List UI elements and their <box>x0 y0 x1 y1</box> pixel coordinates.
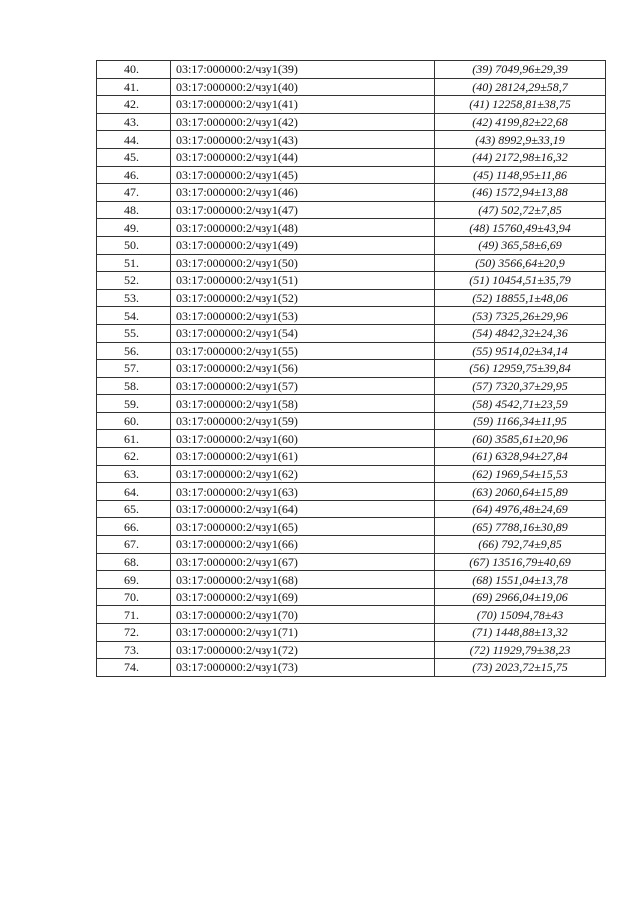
parcel-code-cell: 03:17:000000:2/чзу1(69) <box>171 588 435 606</box>
parcel-code-cell: 03:17:000000:2/чзу1(60) <box>171 430 435 448</box>
area-value-cell: (57) 7320,37±29,95 <box>435 377 606 395</box>
parcel-code-cell: 03:17:000000:2/чзу1(70) <box>171 606 435 624</box>
area-value-cell: (43) 8992,9±33,19 <box>435 131 606 149</box>
area-value-cell: (62) 1969,54±15,53 <box>435 465 606 483</box>
area-value-cell: (55) 9514,02±34,14 <box>435 342 606 360</box>
table-row <box>97 254 606 272</box>
table-row <box>97 571 606 589</box>
area-value-cell: (50) 3566,64±20,9 <box>435 254 606 272</box>
table-row <box>97 219 606 237</box>
table-row <box>97 342 606 360</box>
row-number-cell: 69. <box>97 571 171 589</box>
parcel-code-cell: 03:17:000000:2/чзу1(49) <box>171 236 435 254</box>
parcel-code-cell: 03:17:000000:2/чзу1(65) <box>171 518 435 536</box>
table-row <box>97 184 606 202</box>
table-row <box>97 307 606 325</box>
row-number-cell: 45. <box>97 148 171 166</box>
parcel-table <box>96 60 606 677</box>
area-value-cell: (64) 4976,48±24,69 <box>435 500 606 518</box>
area-value-cell: (53) 7325,26±29,96 <box>435 307 606 325</box>
parcel-code-cell: 03:17:000000:2/чзу1(46) <box>171 184 435 202</box>
table-row <box>97 395 606 413</box>
parcel-code-cell: 03:17:000000:2/чзу1(52) <box>171 289 435 307</box>
parcel-code-cell: 03:17:000000:2/чзу1(56) <box>171 360 435 378</box>
row-number-cell: 49. <box>97 219 171 237</box>
row-number-cell: 54. <box>97 307 171 325</box>
area-value-cell: (42) 4199,82±22,68 <box>435 113 606 131</box>
table-row <box>97 588 606 606</box>
table-row <box>97 78 606 96</box>
area-value-cell: (46) 1572,94±13,88 <box>435 184 606 202</box>
area-value-cell: (41) 12258,81±38,75 <box>435 96 606 114</box>
row-number-cell: 56. <box>97 342 171 360</box>
parcel-code-cell: 03:17:000000:2/чзу1(47) <box>171 201 435 219</box>
row-number-cell: 48. <box>97 201 171 219</box>
parcel-code-cell: 03:17:000000:2/чзу1(73) <box>171 659 435 677</box>
area-value-cell: (54) 4842,32±24,36 <box>435 324 606 342</box>
row-number-cell: 59. <box>97 395 171 413</box>
row-number-cell: 58. <box>97 377 171 395</box>
parcel-code-cell: 03:17:000000:2/чзу1(64) <box>171 500 435 518</box>
parcel-code-cell: 03:17:000000:2/чзу1(51) <box>171 272 435 290</box>
table-row <box>97 272 606 290</box>
parcel-code-cell: 03:17:000000:2/чзу1(50) <box>171 254 435 272</box>
parcel-code-cell: 03:17:000000:2/чзу1(67) <box>171 553 435 571</box>
row-number-cell: 47. <box>97 184 171 202</box>
parcel-code-cell: 03:17:000000:2/чзу1(62) <box>171 465 435 483</box>
parcel-code-cell: 03:17:000000:2/чзу1(40) <box>171 78 435 96</box>
area-value-cell: (39) 7049,96±29,39 <box>435 61 606 79</box>
row-number-cell: 43. <box>97 113 171 131</box>
row-number-cell: 61. <box>97 430 171 448</box>
row-number-cell: 71. <box>97 606 171 624</box>
area-value-cell: (48) 15760,49±43,94 <box>435 219 606 237</box>
area-value-cell: (73) 2023,72±15,75 <box>435 659 606 677</box>
area-value-cell: (72) 11929,79±38,23 <box>435 641 606 659</box>
table-row <box>97 324 606 342</box>
table-row <box>97 624 606 642</box>
table-row <box>97 430 606 448</box>
table-row <box>97 448 606 466</box>
row-number-cell: 67. <box>97 536 171 554</box>
row-number-cell: 72. <box>97 624 171 642</box>
row-number-cell: 57. <box>97 360 171 378</box>
parcel-code-cell: 03:17:000000:2/чзу1(44) <box>171 148 435 166</box>
parcel-code-cell: 03:17:000000:2/чзу1(71) <box>171 624 435 642</box>
area-value-cell: (40) 28124,29±58,7 <box>435 78 606 96</box>
table-row <box>97 606 606 624</box>
area-value-cell: (70) 15094,78±43 <box>435 606 606 624</box>
area-value-cell: (51) 10454,51±35,79 <box>435 272 606 290</box>
row-number-cell: 51. <box>97 254 171 272</box>
area-value-cell: (59) 1166,34±11,95 <box>435 412 606 430</box>
area-value-cell: (68) 1551,04±13,78 <box>435 571 606 589</box>
parcel-code-cell: 03:17:000000:2/чзу1(59) <box>171 412 435 430</box>
area-value-cell: (66) 792,74±9,85 <box>435 536 606 554</box>
row-number-cell: 40. <box>97 61 171 79</box>
row-number-cell: 63. <box>97 465 171 483</box>
parcel-code-cell: 03:17:000000:2/чзу1(39) <box>171 61 435 79</box>
area-value-cell: (63) 2060,64±15,89 <box>435 483 606 501</box>
parcel-code-cell: 03:17:000000:2/чзу1(45) <box>171 166 435 184</box>
row-number-cell: 66. <box>97 518 171 536</box>
area-value-cell: (52) 18855,1±48,06 <box>435 289 606 307</box>
table-row <box>97 131 606 149</box>
parcel-code-cell: 03:17:000000:2/чзу1(58) <box>171 395 435 413</box>
table-row <box>97 236 606 254</box>
row-number-cell: 52. <box>97 272 171 290</box>
table-row <box>97 412 606 430</box>
area-value-cell: (67) 13516,79±40,69 <box>435 553 606 571</box>
table-row <box>97 61 606 79</box>
row-number-cell: 73. <box>97 641 171 659</box>
table-row <box>97 659 606 677</box>
table-row <box>97 641 606 659</box>
table-row <box>97 377 606 395</box>
area-value-cell: (49) 365,58±6,69 <box>435 236 606 254</box>
row-number-cell: 53. <box>97 289 171 307</box>
parcel-code-cell: 03:17:000000:2/чзу1(54) <box>171 324 435 342</box>
row-number-cell: 44. <box>97 131 171 149</box>
area-value-cell: (56) 12959,75±39,84 <box>435 360 606 378</box>
parcel-code-cell: 03:17:000000:2/чзу1(42) <box>171 113 435 131</box>
parcel-code-cell: 03:17:000000:2/чзу1(48) <box>171 219 435 237</box>
area-value-cell: (47) 502,72±7,85 <box>435 201 606 219</box>
area-value-cell: (45) 1148,95±11,86 <box>435 166 606 184</box>
table-row <box>97 536 606 554</box>
row-number-cell: 62. <box>97 448 171 466</box>
table-row <box>97 553 606 571</box>
row-number-cell: 55. <box>97 324 171 342</box>
table-row <box>97 465 606 483</box>
row-number-cell: 64. <box>97 483 171 501</box>
table-row <box>97 148 606 166</box>
parcel-code-cell: 03:17:000000:2/чзу1(72) <box>171 641 435 659</box>
area-value-cell: (58) 4542,71±23,59 <box>435 395 606 413</box>
table-row <box>97 483 606 501</box>
table-row <box>97 201 606 219</box>
parcel-code-cell: 03:17:000000:2/чзу1(55) <box>171 342 435 360</box>
row-number-cell: 46. <box>97 166 171 184</box>
row-number-cell: 50. <box>97 236 171 254</box>
area-value-cell: (61) 6328,94±27,84 <box>435 448 606 466</box>
table-row <box>97 500 606 518</box>
row-number-cell: 65. <box>97 500 171 518</box>
parcel-code-cell: 03:17:000000:2/чзу1(43) <box>171 131 435 149</box>
parcel-code-cell: 03:17:000000:2/чзу1(68) <box>171 571 435 589</box>
parcel-code-cell: 03:17:000000:2/чзу1(61) <box>171 448 435 466</box>
parcel-code-cell: 03:17:000000:2/чзу1(53) <box>171 307 435 325</box>
row-number-cell: 60. <box>97 412 171 430</box>
area-value-cell: (71) 1448,88±13,32 <box>435 624 606 642</box>
parcel-table-body <box>97 61 606 677</box>
row-number-cell: 41. <box>97 78 171 96</box>
table-row <box>97 166 606 184</box>
area-value-cell: (60) 3585,61±20,96 <box>435 430 606 448</box>
area-value-cell: (44) 2172,98±16,32 <box>435 148 606 166</box>
parcel-code-cell: 03:17:000000:2/чзу1(66) <box>171 536 435 554</box>
parcel-code-cell: 03:17:000000:2/чзу1(63) <box>171 483 435 501</box>
table-row <box>97 518 606 536</box>
table-row <box>97 113 606 131</box>
row-number-cell: 70. <box>97 588 171 606</box>
row-number-cell: 68. <box>97 553 171 571</box>
area-value-cell: (65) 7788,16±30,89 <box>435 518 606 536</box>
area-value-cell: (69) 2966,04±19,06 <box>435 588 606 606</box>
parcel-code-cell: 03:17:000000:2/чзу1(57) <box>171 377 435 395</box>
row-number-cell: 42. <box>97 96 171 114</box>
table-row <box>97 360 606 378</box>
table-row <box>97 96 606 114</box>
parcel-code-cell: 03:17:000000:2/чзу1(41) <box>171 96 435 114</box>
row-number-cell: 74. <box>97 659 171 677</box>
table-row <box>97 289 606 307</box>
